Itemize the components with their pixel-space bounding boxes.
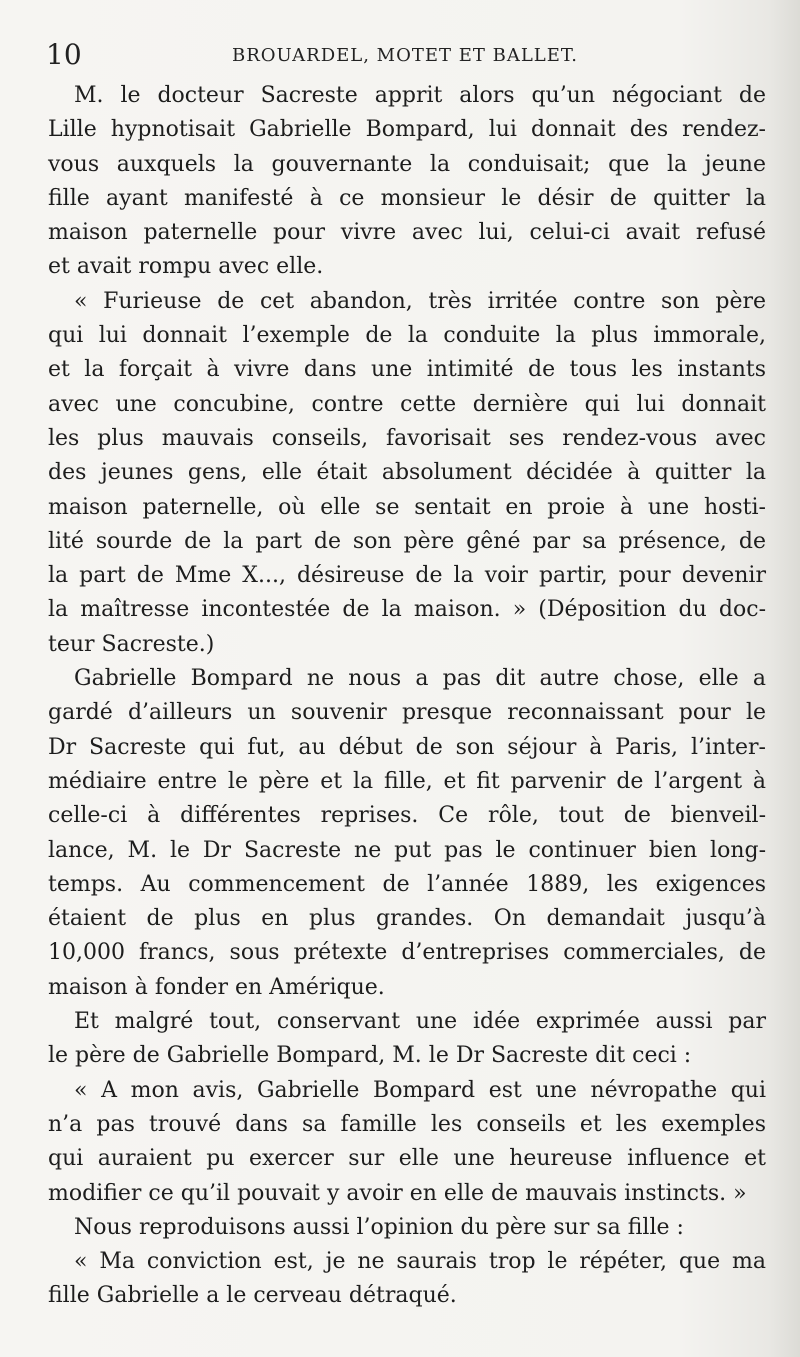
- text-line: la part de Mme X..., désireuse de la voir partir, pour devenir: [48, 563, 766, 589]
- text-line: temps. Au commencement de l’année 1889, les exigences: [48, 871, 766, 897]
- text-line: les plus mauvais conseils, favorisait ses rendez-vous avec: [48, 425, 766, 451]
- text-line: étaient de plus en plus grandes. On demandait jusqu’à: [48, 906, 766, 932]
- text-line: lance, M. le Dr Sacreste ne put pas le continuer bien long-: [48, 837, 766, 863]
- text-line: maison à fonder en Amérique.: [48, 974, 385, 1000]
- body-text: [48, 79, 766, 1314]
- text-line: Gabrielle Bompard ne nous a pas dit autre chose, elle a: [74, 666, 766, 692]
- text-line: des jeunes gens, elle était absolument décidée à quitter la: [48, 460, 766, 486]
- text-line: maison paternelle pour vivre avec lui, celui-ci avait refusé: [48, 220, 766, 246]
- text-line: M. le docteur Sacreste apprit alors qu’un négociant de: [74, 83, 766, 108]
- text-line: le père de Gabrielle Bompard, M. le Dr Sacreste dit ceci :: [48, 1043, 692, 1069]
- text-line: la maîtresse incontestée de la maison. » (Déposition du doc-: [48, 597, 766, 623]
- text-line: gardé d’ailleurs un souvenir presque reconnaissant pour le: [48, 700, 766, 726]
- text-line: médiaire entre le père et la fille, et fit parvenir de l’argent à: [48, 768, 766, 794]
- text-line: lité sourde de la part de son père gêné par sa présence, de: [48, 528, 766, 554]
- page-number: 10: [46, 38, 82, 71]
- text-line: celle-ci à différentes reprises. Ce rôle, tout de bienveil-: [48, 803, 766, 829]
- text-line: qui lui donnait l’exemple de la conduite la plus immorale,: [48, 323, 766, 349]
- text-line: avec une concubine, contre cette dernière qui lui donnait: [48, 391, 766, 417]
- text-line: teur Sacreste.): [48, 631, 215, 657]
- text-line: vous auxquels la gouvernante la conduisait; que la jeune: [48, 151, 766, 177]
- text-line: « Furieuse de cet abandon, très irritée contre son père: [74, 288, 766, 314]
- page-header: [46, 38, 766, 72]
- text-line: et avait rompu avec elle.: [48, 254, 324, 280]
- text-line: qui auraient pu exercer sur elle une heureuse influence et: [48, 1146, 766, 1172]
- text-line: Et malgré tout, conservant une idée exprimée aussi par: [74, 1009, 766, 1035]
- text-line: Dr Sacreste qui fut, au début de son séjour à Paris, l’inter-: [48, 734, 766, 760]
- text-line: Lille hypnotisait Gabrielle Bompard, lui donnait des rendez-: [48, 117, 766, 143]
- text-line: 10,000 francs, sous prétexte d’entreprises commerciales, de: [48, 940, 766, 966]
- text-line: « Ma conviction est, je ne saurais trop le répéter, que ma: [74, 1249, 766, 1275]
- text-line: Nous reproduisons aussi l’opinion du père sur sa fille :: [74, 1214, 684, 1240]
- text-line: modifier ce qu’il pouvait y avoir en elle de mauvais instincts. »: [48, 1180, 747, 1206]
- running-head: BROUARDEL, MOTET ET BALLET.: [232, 45, 578, 66]
- text-line: n’a pas trouvé dans sa famille les conseils et les exemples: [48, 1111, 766, 1137]
- text-line: fille ayant manifesté à ce monsieur le désir de quitter la: [48, 185, 766, 211]
- text-line: fille Gabrielle a le cerveau détraqué.: [48, 1283, 457, 1309]
- text-line: maison paternelle, où elle se sentait en proie à une hosti-: [48, 494, 766, 520]
- text-line: « A mon avis, Gabrielle Bompard est une névropathe qui: [74, 1077, 766, 1103]
- text-line: et la forçait à vivre dans une intimité de tous les instants: [48, 357, 766, 383]
